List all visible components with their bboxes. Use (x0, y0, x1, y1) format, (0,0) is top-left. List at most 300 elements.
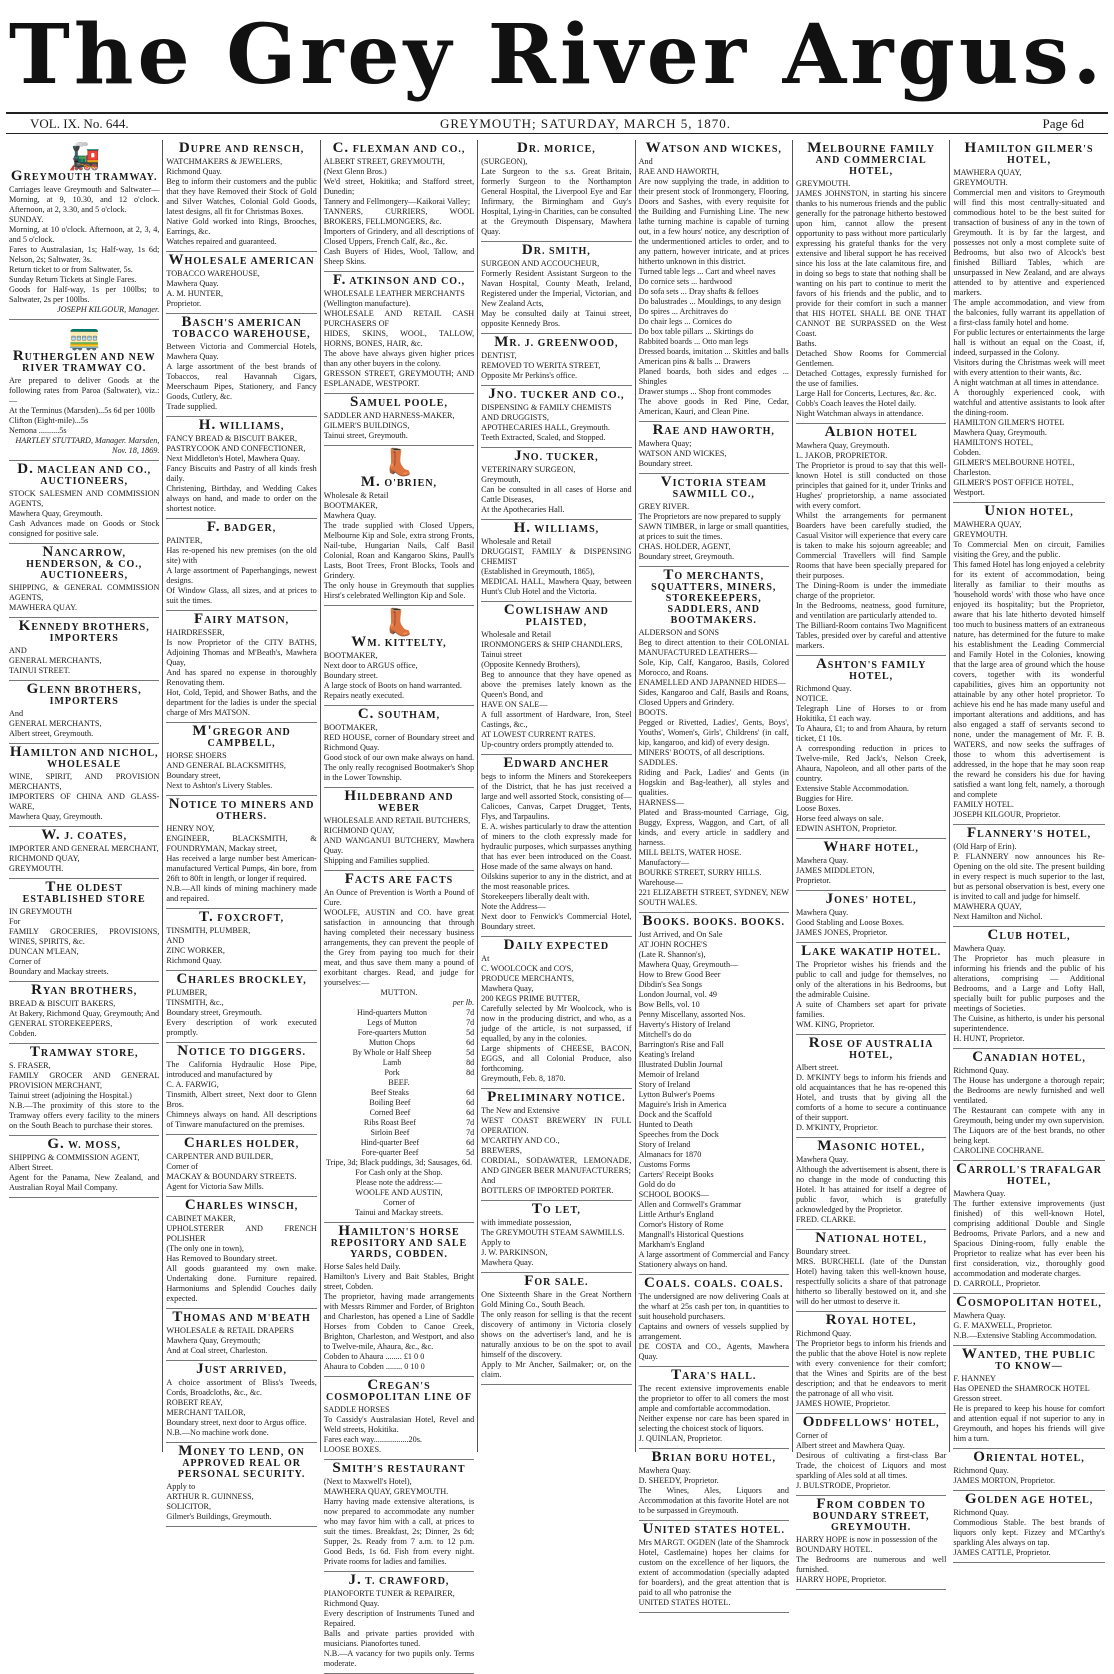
ad-heading: M. O'BRIEN, (360, 474, 438, 490)
ad-text: The above goods in Red Pine, Cedar, American, Kauri, and Clean Pine. (638, 397, 789, 416)
ad-text: Detached Show Rooms for Commercial Gentlemen. (795, 349, 947, 368)
ad-text: UPHOLSTERER AND FRENCH POLISHER (166, 1224, 317, 1243)
ad-text: Corner of (383, 1198, 415, 1207)
ad-text: Watches repaired and guaranteed. (166, 237, 277, 246)
ad-text: (Opposite Kennedy Brothers), (481, 660, 581, 669)
ad-text: The Billiard-Room contains Two Magnificent Tables, presided over by careful and attentive markers. (795, 621, 947, 650)
ad-text: BOUNDARY HOTEL. (795, 1545, 873, 1554)
ad-heading: H. WILLIAMS, (513, 520, 600, 536)
ad-text: GENERAL STOREKEEPERS, (9, 1019, 113, 1028)
ad-text: Repairs neatly executed. (323, 691, 405, 700)
ad-text: Return ticket to or from Saltwater, 5s. (9, 265, 133, 274)
ad-text: The GREYMOUTH STEAM SAWMILLS. (481, 1228, 625, 1237)
ad-text: Christening, Birthday, and Wedding Cakes always on hand, and made to order on the shortest notice. (166, 484, 317, 513)
ad-text: MINERS' BOOTS, of all descriptions. (638, 748, 765, 757)
ad-text: 200 KEGS PRIME BUTTER, (481, 994, 580, 1003)
ad-text: (Next Glenn Bros.) (323, 167, 387, 176)
ad-text: Sides, Kangaroo and Calf, Basils and Roans, Closed Uppers and Grindery. (638, 688, 789, 707)
ad-text: Extensive Stable Accommodation. (795, 784, 909, 793)
price-table (324, 1088, 474, 1158)
ad-text: UNITED STATES HOTEL. (638, 1598, 731, 1607)
ad-text: The Restaurant can compete with any in Greymouth, being under my own supervision. (953, 1106, 1105, 1125)
ad-text: (Next to Maxwell's Hotel), (323, 1477, 412, 1486)
ad-text: WHOLESALE AND RETAIL BUTCHERS, (323, 816, 471, 825)
ad-text: GREYMOUTH. (9, 864, 64, 873)
price-item: Lamb (382, 1058, 402, 1067)
ad-heading: CANADIAN HOTEL, (972, 1049, 1086, 1065)
ad-text: (Wellington manufacture). (323, 299, 411, 308)
ad-heading: TO MERCHANTS, SQUATTERS, MINERS, STOREKEEPERS, SADDLERS, AND BOOTMAKERS. (651, 567, 777, 626)
price-item: Boiling Beef (369, 1098, 411, 1107)
advertisement (639, 1449, 789, 1521)
advertisement (9, 827, 159, 879)
ad-text: EDWIN ASHTON, Proprietor. (795, 824, 897, 833)
ad-text: GENERAL MERCHANTS, (9, 719, 102, 728)
ad-text: Tainui street (adjoining the Hospital.) (9, 1091, 132, 1100)
ad-text: Next door to Fenwick's Commercial Hotel, Boundary street. (481, 912, 632, 931)
advertisement (796, 1496, 946, 1590)
ad-text: How to Brew Good Beer (638, 970, 721, 979)
ad-text: The undersigned are now delivering Coals at the wharf at 25s cash per ton, in quantities to suit household purchasers. (638, 1292, 789, 1321)
ad-text: BREAD & BISCUIT BAKERS, (9, 999, 116, 1008)
ad-heading: BRIAN BORU HOTEL, (651, 1449, 777, 1465)
column-3 (321, 140, 478, 1668)
ad-text: E. A. wishes particularly to draw the attention of miners to the cloth expressly made for hydraulic purposes, which surpasses anything that has ever been introduced on the Coast. Hose made of the same always on hand. (481, 822, 632, 871)
ad-text: Cornor's History of Rome (638, 1220, 724, 1229)
ad-text: MRS. BURCHELL (late of the Dunstan Hotel) having taken this well-known house, respectfully solicits a share of that patronage hitherto so liberally bestowed on it, and she will do her utmost to deserve it. (795, 1257, 947, 1306)
advertisement (639, 913, 789, 1275)
ad-text: MERCHANT TAILOR, (166, 1408, 246, 1417)
ad-heading: F. BADGER, (206, 519, 277, 535)
price-unit: per lb. (452, 998, 475, 1007)
ad-text: CHAS. HOLDER, AGENT, (638, 542, 731, 551)
ad-text: PAINTER, (166, 536, 203, 545)
ad-text: And has spared no expense in thoroughly Renovating them. (166, 668, 317, 687)
advertisement (796, 1312, 946, 1414)
ad-text: Cobden to Ahaura ........ £1 0 0 (323, 1352, 425, 1361)
ad-heading: COSMOPOLITAN HOTEL, (956, 1294, 1102, 1310)
price-item: Ribs Roast Beef (363, 1118, 416, 1127)
advertisement (796, 1138, 946, 1230)
ad-heading: JNO. TUCKER AND CO., (488, 386, 625, 402)
price-row (324, 1048, 474, 1058)
ad-text: Baths. (795, 339, 817, 348)
ad-heading: DR. SMITH, (521, 242, 591, 258)
ad-heading: DUPRE AND RENSCH, (178, 140, 305, 156)
advertisement (639, 1367, 789, 1449)
ad-heading: C. FLEXMAN AND CO., (332, 140, 466, 156)
ad-text: Harry having made extensive alterations, is now prepared to accommodate any number who may favor him with a call, at prices to suit the times. Breakfast, 2s; Dinner, 2s 6d; Supper, 2s. Ready from 7 a.m. to 12 p.m. Good Beds, 1s 6d. Fish from every night. Private rooms for ladies and families. (323, 1497, 475, 1566)
issue-date: GREYMOUTH; SATURDAY, MARCH 5, 1870. (439, 115, 732, 131)
ad-text: GRESSON STREET, GREYMOUTH; AND ESPLANADE, WESTPORT. (323, 369, 475, 388)
price-item: Mutton Chops (369, 1038, 416, 1047)
price-value: 7d (466, 1008, 475, 1017)
advertisement (953, 503, 1104, 825)
ad-text: Trade supplied. (166, 402, 218, 411)
advertisement (481, 242, 631, 334)
ad-text: Richmond Quay. (953, 1066, 1009, 1075)
ad-text: The further extensive improvements (just finished) of this well-known Hotel, comprising additional Double and Single Bedrooms, Private Parlors, and a new and Spacious Dining-room, fully enable the Proprietor to realize what has ever been his first consideration, viz., thoroughly good accommodation and moderate charges. (953, 1199, 1105, 1278)
ad-text: Carefully selected by Mr Woolcock, who is now in the producing district, and who, as a judge of the article, is not surpassed, if equalled, by any in the colonies. (481, 1004, 632, 1043)
ad-heading: J. T. CRAWFORD, (348, 1572, 450, 1588)
ad-text: Agent for the Panama, New Zealand, and Australian Royal Mail Company. (9, 1173, 160, 1192)
ad-text: Note the Address— (481, 902, 546, 911)
advertisement (9, 681, 159, 744)
price-value: 6d (466, 1098, 475, 1107)
advertisement (324, 394, 474, 446)
advertisement (9, 140, 159, 320)
ad-text: Fares each way.................20s. (323, 1435, 422, 1444)
ad-text: BOOTMAKER, (323, 723, 378, 732)
ad-text: AND DRUGGISTS, (481, 413, 549, 422)
ad-text: Keating's Ireland (638, 1050, 695, 1059)
ad-text: CORDIAL, SODAWATER, LEMONADE, AND GINGER BEER MANUFACTURERS; (481, 1156, 632, 1175)
ad-text: M'CARTHY AND CO., (481, 1136, 560, 1145)
ad-text: N.B.—All kinds of mining machinery made and repaired. (166, 884, 317, 903)
ad-text: Good stock of our own make always on hand. (323, 753, 475, 762)
ad-text: Mawhera Quay, Greymouth. (9, 509, 103, 518)
ad-text: The Liquors are of the best brands, no other being kept. (953, 1126, 1105, 1145)
ad-text: A large assortment of Paperhangings, newest designs. (166, 566, 317, 585)
ad-text: Albert street and Mawhera Quay. (795, 1441, 905, 1450)
ad-text: BOTTLERS OF IMPORTED PORTER. (481, 1186, 614, 1195)
ad-text: Little Arthur's England (638, 1210, 714, 1219)
ad-text: The Proprietor has much pleasure in informing his friends and the public of his alterations, comprising — Additional Bedrooms, and a Large and Lofty Hall, specially built for public purposes and the meetings of Societies. (953, 954, 1105, 1013)
ad-text: Proprietor. (166, 299, 202, 308)
ad-text: The California Hydraulic Hose Pipe, introduced and manufactured by (166, 1060, 317, 1079)
advertisement (481, 937, 631, 1089)
ad-heading: HAMILTON GILMER'S HOTEL, (964, 140, 1094, 166)
ad-text: Carters' Receipt Books (638, 1170, 714, 1179)
ad-text: Gilmer's Buildings, Greymouth. (166, 1512, 272, 1521)
ad-heading: COWLISHAW AND PLAISTED, (503, 602, 609, 628)
proprietor-signature: JOSEPH KILGOUR, Manager. (57, 305, 160, 314)
ad-text: IMPORTERS OF CHINA AND GLASS-WARE, (9, 792, 160, 811)
ad-heading: UNITED STATES HOTEL. (642, 1521, 785, 1537)
ad-text: HAMILTON GILMER'S HOTEL (953, 418, 1065, 427)
ad-text: Storekeepers liberally dealt with. (481, 892, 590, 901)
ad-text: Barrington's Rise and Fall (638, 1040, 724, 1049)
ad-text: Clifton (Eight-mile)...5s (9, 416, 89, 425)
advertisement (953, 140, 1104, 503)
ad-text: PASTRYCOOK AND CONFECTIONER, (166, 444, 306, 453)
ad-text: SHIPPING, & GENERAL COMMISSION AGENTS, (9, 583, 160, 602)
ad-text: Can be consulted in all cases of Horse and Cattle Diseases, (481, 485, 632, 504)
ad-text: L. JAKOB, PROPRIETOR. (795, 451, 888, 460)
ad-text: D. CARROLL, Proprietor. (953, 1279, 1041, 1288)
column-1 (6, 140, 163, 1452)
ad-text: Speeches from the Dock (638, 1130, 719, 1139)
ad-text: May be consulted daily at Tainui street, opposite Kennedy Bros. (481, 309, 632, 328)
ad-text: RICHMOND QUAY, (9, 854, 80, 863)
ad-text: Next door to ARGUS office, (323, 661, 418, 670)
advertisement (796, 1414, 946, 1496)
ad-text: We'd street, Hokitika; and Stafford street, Dunedin; (323, 177, 475, 196)
ad-text: Commercial men and visitors to Greymouth will find this most centrally-situated and commodious hotel to be the best suited for transaction of business of any in the town of Greymouth. It is by far the largest, and possesses not only a most complete suite of Bedrooms, but also two of Alcock's best finished Billiard Tables, which are unsurpassed in New Zealand, and are always attended to by attentive and experienced markers. (953, 188, 1105, 297)
advertisement (166, 909, 316, 971)
ad-text: A full assortment of Hardware, Iron, Steel Castings, &c., (481, 710, 632, 729)
ad-text: Warehouse— (638, 878, 683, 887)
ad-text: The above have always given higher prices than any other buyers in the colony. (323, 349, 475, 368)
ad-text: Dressed boards, imitation ... Skittles and balls (638, 347, 789, 356)
ad-heading: FACTS ARE FACTS (344, 871, 454, 887)
ad-text: Next to Ashton's Livery Stables. (166, 781, 273, 790)
ad-text: Are now supplying the trade, in addition to their present stock of Ironmongery, Flooring, Doors and Sashes, with every requisite for the Building and Furnishing Line. The new lathe turning machine is capable of turning out, in a few hours' notice, any description of the undermentioned articles to order, and to any pattern, however intricate, and at prices hitherto unknown in this district. (638, 177, 789, 266)
ad-text: Horse feed always on sale. (795, 814, 884, 823)
advertisement (796, 424, 946, 656)
ad-heading: BOOKS. BOOKS. BOOKS. (642, 913, 786, 929)
ad-text: ALDERSON and SONS (638, 628, 720, 637)
ad-text: A large stock of Boots on hand warranted. (323, 681, 462, 690)
price-row (324, 1058, 474, 1068)
ad-text: SADDLES. (638, 758, 678, 767)
price-row (324, 1108, 474, 1118)
ad-text: CABINET MAKER, (166, 1214, 236, 1223)
ad-text: WM. KING, Proprietor. (795, 1020, 875, 1029)
ad-text: MILL BELTS, WATER HOSE. (638, 848, 742, 857)
ad-text: HARRY HOPE is now in possession of the (795, 1535, 938, 1544)
advertisement (166, 1361, 316, 1443)
advertisement (9, 461, 159, 544)
advertisement (166, 1309, 316, 1361)
ad-text: Of Window Glass, all sizes, and at prices to suit the times. (166, 586, 317, 605)
ad-text: Every description of work executed promptly. (166, 1018, 317, 1037)
newspaper-title: The Grey River Argus. (8, 7, 1106, 103)
advertisement (796, 1230, 946, 1312)
ad-heading: GLENN BROTHERS, IMPORTERS (26, 681, 142, 707)
page-number: Page 6d (1042, 115, 1084, 131)
ad-text: Beg to direct attention to their COLONIAL MANUFACTURED LEATHERS— (638, 638, 789, 657)
ad-text: Richmond Quay. (953, 1466, 1009, 1475)
ad-text: Richmond Quay. (953, 1508, 1009, 1517)
ad-text: TINSMITH, PLUMBER, (166, 926, 251, 935)
ad-text: C. WOOLCOCK and CO'S, (481, 964, 574, 973)
ad-text: D. SHEEDY, Proprietor. (638, 1476, 719, 1485)
ad-text: A corresponding reduction in prices to Twelve-mile, Red Jack's, Nelson Creek, Ahaura, Napoleon, and all other parts of the country. (795, 744, 947, 783)
advertisement (796, 891, 946, 943)
ad-text: Are prepared to deliver Goods at the following rates from Paroa (Saltwater), viz.:— (9, 376, 160, 405)
advertisement (166, 252, 316, 314)
advertisement (324, 788, 474, 871)
ad-text: Tripe, 3d; Black puddings, 3d; Sausages, 6d. For Cash only at the Shop. (325, 1158, 473, 1177)
ad-text: WATSON AND WICKES, (638, 449, 727, 458)
ad-heading: TARA'S HALL. (671, 1367, 757, 1383)
ad-text: J. QUINLAN, Proprietor. (638, 1434, 723, 1443)
ad-text: Opposite Mr Perkins's office. (481, 371, 578, 380)
price-value: 5d (466, 1028, 475, 1037)
ad-text: HENRY NOY, (166, 824, 215, 833)
ad-heading: SMITH'S RESTAURANT (332, 1460, 466, 1476)
ad-text: ROBERT REAY, (166, 1398, 223, 1407)
ad-heading: CARROLL'S TRAFALGAR HOTEL, (956, 1161, 1102, 1187)
column-4 (478, 140, 635, 1452)
volume-number: VOL. IX. No. 644. (30, 115, 129, 131)
advertisement (796, 140, 946, 424)
ad-heading: COALS. COALS. COALS. (644, 1275, 784, 1291)
ad-heading: UNION HOTEL, (984, 503, 1074, 519)
ad-text: J. BULSTRODE, Proprietor. (795, 1481, 891, 1490)
ad-text: AND (166, 936, 185, 945)
advertisement (481, 602, 631, 755)
ad-text: GREY RIVER. (638, 502, 690, 511)
ad-text: H. HUNT, Proprietor. (953, 1034, 1025, 1043)
ad-text: JAMES CATTLE, Proprietor. (953, 1548, 1051, 1557)
ad-text: A choice assortment of Bliss's Tweeds, Cords, Broadcloths, &c., &c. (166, 1378, 317, 1397)
advertisement (9, 744, 159, 827)
advertisement (481, 520, 631, 602)
ad-heading: HAMILTON AND NICHOL, WHOLESALE (9, 744, 159, 770)
ad-text: JAMES JOHNSTON, in starting his sincere thanks to his numerous friends and the public generally for the patronage hitherto bestowed upon him, cannot allow the present opportunity to pass without more particularly expressing his grateful thanks for the very extensive and liberal support he has received since his loss at the late calamitous fire, and in doing so begs to state that nothing shall be wanting on his part to continue to merit the favors of his friends and the public, and to provide for their comfort in such a manner that HIS HOTEL SHALL BE ONE THAT CANNOT BE SURPASSED on the West Coast. (795, 189, 947, 338)
ad-text: Mawhera Quay, Greymouth— (638, 960, 739, 969)
ad-text: The recent extensive improvements enable the proprietor to offer to all comers the most ample and comfortable accommodation. (638, 1384, 789, 1413)
ad-text: MEDICAL HALL, Mawhera Quay, between Hunt's Club Hotel and the Victoria. (481, 577, 632, 596)
ad-text: Corner of (9, 957, 41, 966)
ad-text: JAMES JONES, Proprietor. (795, 928, 888, 937)
ad-text: A. M. HUNTER, (166, 289, 224, 298)
ad-text: ZINC WORKER, (166, 946, 225, 955)
ad-text: (Established in Greymouth, 1865), (481, 567, 595, 576)
ad-text: Richmond Quay. (323, 1599, 380, 1608)
columns-container (6, 140, 1108, 1668)
ad-text: And at Coal street, Charleston. (166, 1346, 268, 1355)
price-row (324, 1118, 474, 1128)
ad-text: Do box table pillars ... Skirtings do (638, 327, 754, 336)
ad-text: The Proprietors are now prepared to supply (638, 512, 781, 521)
advertisement (9, 544, 159, 618)
ad-text: AT LOWEST CURRENT RATES. (481, 730, 596, 739)
ad-text: Just Arrived, and On Sale (638, 930, 723, 939)
ad-text: Boundary street. (795, 1247, 851, 1256)
advertisement (324, 871, 474, 1223)
advertisement (796, 839, 946, 891)
ad-text: Nemona ..........5s (9, 426, 67, 435)
ad-text: Mawhera Quay, Greymouth. (953, 428, 1047, 437)
advertisement (9, 1136, 159, 1198)
advertisement (481, 448, 631, 520)
ad-heading: FROM COBDEN TO BOUNDARY STREET, GREYMOUTH. (812, 1496, 930, 1533)
ad-text: A suite of Chambers set apart for private families. (795, 1000, 947, 1019)
ad-heading: NATIONAL HOTEL, (815, 1230, 928, 1246)
ad-text: GILMER'S BUILDINGS, (323, 421, 410, 430)
ad-text: JAMES MORTON, Proprietor. (953, 1476, 1056, 1485)
ad-text: Mawhera Quay. (166, 279, 219, 288)
price-item: Corned Beef (369, 1108, 411, 1117)
ad-text: Rabbited boards ... Otto man legs (638, 337, 749, 346)
ad-text: To Commercial Men on circuit, Families visiting the Grey, and the public. (953, 540, 1105, 559)
ad-heading: FOR SALE. (524, 1273, 589, 1289)
price-item: By Whole or Half Sheep (352, 1048, 432, 1057)
advertisement (953, 825, 1104, 927)
ad-heading: BASCH'S AMERICAN TOBACCO WAREHOUSE, (172, 314, 311, 340)
ad-text: APOTHECARIES HALL, Greymouth. (481, 423, 610, 432)
ad-text: The Cuisine, as hitherto, is under his personal superintendence. (953, 1014, 1105, 1033)
ad-text: Large shipments of CHEESE, BACON, EGGS, and all Colonial Produce, also forthcoming. (481, 1044, 632, 1073)
ad-text: Richmond Quay. (795, 1329, 852, 1338)
price-item: Legs of Mutton (367, 1018, 417, 1027)
ad-heading: MELBOURNE FAMILY AND COMMERCIAL HOTEL, (807, 140, 935, 177)
ad-text: Mawhera Quay, Greymouth; (166, 1336, 261, 1345)
ad-text: Wholesale & Retail (323, 491, 389, 500)
advertisement (166, 1197, 316, 1309)
ad-text: BOOTS. (638, 708, 668, 717)
ad-text: Mitchell's do do (638, 1030, 692, 1039)
ad-text: GILMER'S MELBOURNE HOTEL, (953, 458, 1075, 467)
ad-text: HIDES, SKINS, WOOL, TALLOW, HORNS, BONES, HAIR, &c. (323, 329, 475, 348)
ad-text: Mawhera Quay. (795, 1155, 849, 1164)
ad-text: ENGINEER, BLACKSMITH, & FOUNDRYMAN, Mackay street, (166, 834, 317, 853)
ad-text: Up-country orders promptly attended to. (481, 740, 614, 749)
ad-text: To Ahaura, £1; to and from Ahaura, by return ticket, £1 10s. (795, 724, 947, 743)
ad-text: Story of Ireland (638, 1140, 691, 1149)
ad-text: Markham's England (638, 1240, 705, 1249)
ad-heading: ROSE OF AUSTRALIA HOTEL, (808, 1035, 934, 1061)
ad-text: Memoir of Ireland (638, 1070, 700, 1079)
ad-text: MAWHERA QUAY, GREYMOUTH. (323, 1487, 449, 1496)
advertisement (166, 1443, 316, 1527)
ad-text: Mawhera Quay. (953, 944, 1006, 953)
ad-heading: KENNEDY BROTHERS, IMPORTERS (18, 618, 150, 644)
ad-text: Do spires ... Architraves do (638, 307, 728, 316)
ad-text: Has OPENED the SHAMROCK HOTEL (953, 1384, 1090, 1393)
price-value: 7d (466, 1018, 475, 1027)
ad-heading: EDWARD ANCHER (503, 755, 610, 771)
advertisement (481, 386, 631, 448)
ad-text: Apply to Mr Ancher, Sailmaker; or, on the claim. (481, 1360, 632, 1379)
ad-text: SURGEON AND ACCOUCHEUR, (481, 259, 600, 268)
ad-text: For (9, 917, 21, 926)
ad-text: Penny Miscellany, assorted Nos. (638, 1010, 746, 1019)
price-table (324, 1008, 474, 1078)
ad-heading: WM. KITTELTY, (351, 634, 447, 650)
ad-text: MAWHERA QUAY, (953, 902, 1022, 911)
ad-text: Morning, at 10 o'clock. Afternoon, at 2, 3, 4, and 5 o'clock. (9, 225, 160, 244)
advertisement (639, 1275, 789, 1367)
ad-heading: T. FOXCROFT, (199, 909, 285, 925)
ad-heading: ORIENTAL HOTEL, (973, 1449, 1085, 1465)
ad-text: Mawhera Quay; (638, 439, 692, 448)
ad-text: Cobden. (9, 1029, 37, 1038)
ad-text: Night Watchman always in attendance. (795, 409, 924, 418)
ad-text: FRED. CLARKE. (795, 1215, 856, 1224)
advertisement (639, 1521, 789, 1613)
ad-text: HARNESS— (638, 798, 685, 807)
ad-heading: W. J. COATES, (41, 827, 128, 843)
ad-heading: JONES' HOTEL, (825, 891, 917, 907)
ad-text: TINSMITH, &c., (166, 998, 224, 1007)
advertisement (9, 982, 159, 1044)
ad-text: He is prepared to keep his house for comfort and attention equal if not superior to any in Greymouth, and hopes his friends will give him a turn. (953, 1404, 1105, 1443)
ad-heading: RUTHERGLEN AND NEW RIVER TRAMWAY CO. (12, 348, 156, 374)
ad-text: SAWN TIMBER, in large or small quantities, at prices to suit the times. (638, 522, 789, 541)
ad-text: Good Stabling and Loose Boxes. (795, 918, 904, 927)
price-item: Fore-quarters Mutton (357, 1028, 427, 1037)
ad-heading: NOTICE TO DIGGERS. (177, 1043, 306, 1059)
ad-text: Large Hall for Concerts, Lectures, &c. &c. (795, 389, 937, 398)
ad-text: Oilskins superior to any in the district, and at the most reasonable prices. (481, 872, 632, 891)
ad-text: Boundary street, (166, 771, 221, 780)
advertisement (324, 606, 474, 706)
ad-heading: JNO. TUCKER, (514, 448, 599, 464)
column-2 (163, 140, 320, 1521)
ad-text: ARTHUR R. GUINNESS, (166, 1492, 254, 1501)
advertisement (953, 1161, 1104, 1294)
ad-text: (The only one in town), (166, 1244, 244, 1253)
ad-text: Maguire's Irish in America (638, 1100, 727, 1109)
ad-heading: LAKE WAKATIP HOTEL. (801, 943, 942, 959)
ad-text: At the Apothecaries Hall. (481, 505, 565, 514)
ad-text: Carriages leave Greymouth and Saltwater— Morning, at 9, 10.30, and 12 o'clock. Afternoon, at 2, 3.30, and 5 o'clock. (9, 185, 160, 214)
ad-text: SADDLE HORSES (323, 1405, 390, 1414)
